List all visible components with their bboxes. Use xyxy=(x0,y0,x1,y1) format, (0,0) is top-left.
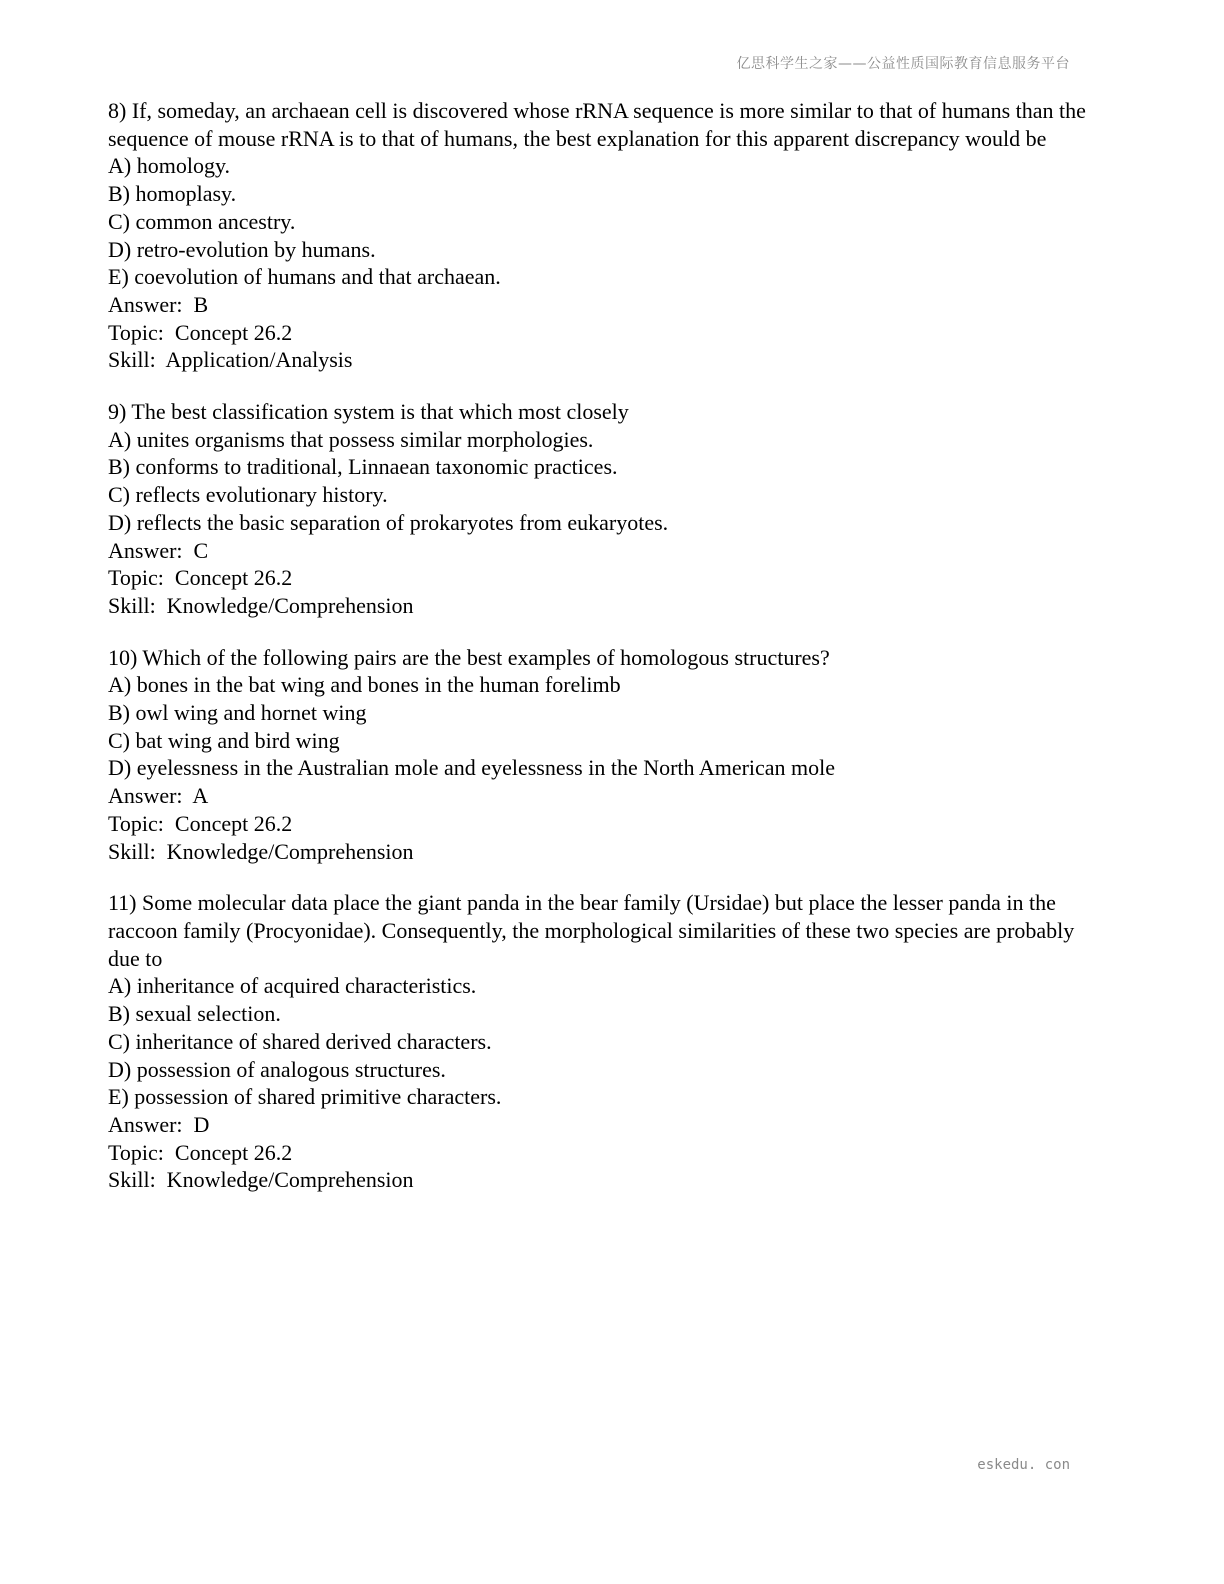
option-d: D) reflects the basic separation of prokaryotes from eukaryotes. xyxy=(108,509,669,535)
option-b: B) sexual selection. xyxy=(108,1001,281,1027)
page-footer: eskedu. con xyxy=(977,1457,1070,1473)
option-b: B) owl wing and hornet wing xyxy=(108,700,367,726)
document-body xyxy=(108,97,1108,1194)
option-a: A) inheritance of acquired characteristics. xyxy=(108,973,477,999)
question-stem: 9) The best classification system is that which most closely xyxy=(108,399,629,425)
answer-line: Answer: D xyxy=(108,1111,210,1137)
option-d: D) possession of analogous structures. xyxy=(108,1056,446,1082)
skill-line: Skill: Knowledge/Comprehension xyxy=(108,592,414,618)
page-header: 亿思科学生之家——公益性质国际教育信息服务平台 xyxy=(736,56,1070,72)
question-stem: 8) If, someday, an archaean cell is discovered whose rRNA sequence is more similar to that of humans than the sequence of mouse rRNA is to that of humans, the best explanation for this apparent discrepancy would be xyxy=(108,98,1092,151)
skill-line: Skill: Application/Analysis xyxy=(108,347,353,373)
topic-line: Topic: Concept 26.2 xyxy=(108,565,293,591)
option-c: C) bat wing and bird wing xyxy=(108,727,340,753)
option-e: E) coevolution of humans and that archaean. xyxy=(108,264,501,290)
question-stem: 10) Which of the following pairs are the best examples of homologous structures? xyxy=(108,644,830,670)
topic-line: Topic: Concept 26.2 xyxy=(108,810,293,836)
skill-line: Skill: Knowledge/Comprehension xyxy=(108,1167,414,1193)
option-a: A) homology. xyxy=(108,153,231,179)
option-b: B) conforms to traditional, Linnaean taxonomic practices. xyxy=(108,454,618,480)
topic-line: Topic: Concept 26.2 xyxy=(108,319,293,345)
question-stem: 11) Some molecular data place the giant panda in the bear family (Ursidae) but place the lesser panda in the raccoon family (Procyonidae). Consequently, the morphological similarities of these two species are probably due to xyxy=(108,890,1080,971)
option-c: C) reflects evolutionary history. xyxy=(108,482,388,508)
option-c: C) common ancestry. xyxy=(108,208,296,234)
question-11 xyxy=(108,889,1108,1194)
option-b: B) homoplasy. xyxy=(108,181,237,207)
question-10 xyxy=(108,644,1108,866)
answer-line: Answer: B xyxy=(108,291,209,317)
option-d: D) eyelessness in the Australian mole and eyelessness in the North American mole xyxy=(108,755,836,781)
answer-line: Answer: C xyxy=(108,537,209,563)
question-9 xyxy=(108,398,1108,620)
topic-line: Topic: Concept 26.2 xyxy=(108,1139,293,1165)
answer-line: Answer: A xyxy=(108,783,209,809)
option-c: C) inheritance of shared derived characters. xyxy=(108,1028,492,1054)
question-8 xyxy=(108,97,1108,374)
option-d: D) retro-evolution by humans. xyxy=(108,236,376,262)
skill-line: Skill: Knowledge/Comprehension xyxy=(108,838,414,864)
option-a: A) unites organisms that possess similar morphologies. xyxy=(108,426,594,452)
option-e: E) possession of shared primitive characters. xyxy=(108,1084,502,1110)
option-a: A) bones in the bat wing and bones in the human forelimb xyxy=(108,672,621,698)
